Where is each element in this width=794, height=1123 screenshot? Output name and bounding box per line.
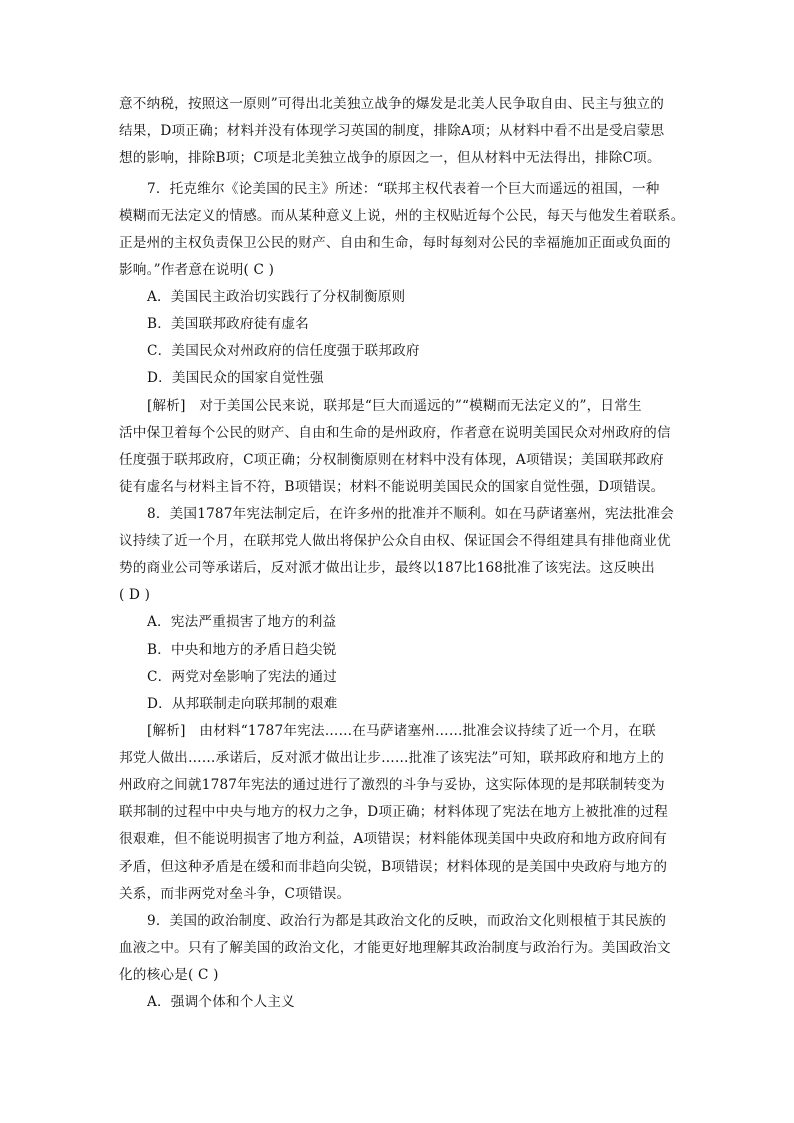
text-line: 很艰难，但不能说明损害了地方利益，A项错误；材料能体现美国中央政府和地方政府间有 (119, 831, 667, 847)
text-line: 联邦制的过程中中央与地方的权力之争，D项正确；材料体现了宪法在地方上被批准的过程 (119, 804, 669, 820)
text-line: 活中保卫着每个公民的财产、自由和生命的是州政府，作者意在说明美国民众对州政府的信 (119, 425, 671, 441)
text-line: 议持续了近一个月，在联邦党人做出将保护公众自由权、保证国会不得组建具有排他商业优 (119, 533, 671, 549)
text-line: 正是州的主权负责保卫公民的财产、自由和生命，每时每刻对公民的幸福施加正面或负面的 (119, 235, 671, 251)
text-line: ( D ) (119, 587, 151, 603)
option-a: A．强调个体和个人主义 (147, 994, 295, 1010)
text-line: 邦党人做出……承诺后，反对派才做出让步……批准了该宪法”可知，联邦政府和地方上的 (119, 750, 665, 766)
text-line: 影响。”作者意在说明( C ) (119, 262, 275, 278)
option-c: C．美国民众对州政府的信任度强于联邦政府 (147, 343, 420, 359)
text-line: 结果，D项正确；材料并没有体现学习英国的制度，排除A项；从材料中看不出是受启蒙思 (119, 123, 665, 139)
text-line: 模糊而无法定义的情感。而从某种意义上说，州的主权贴近每个公民，每天与他发生着联系。 (119, 208, 685, 224)
text-line: 化的核心是( C ) (119, 967, 219, 983)
analysis-line: [解析] 对于美国公民来说，联邦是“巨大而遥远的”“模糊而无法定义的”，日常生 (147, 398, 642, 414)
option-c: C．两党对垒影响了宪法的通过 (147, 669, 337, 685)
text-line: 州政府之间就1787年宪法的通过进行了激烈的斗争与妥协，这实际体现的是邦联制转变为 (119, 777, 665, 793)
text-line: 意不纳税，按照这一原则”可得出北美独立战争的爆发是北美人民争取自由、民主与独立的 (119, 96, 665, 112)
option-d: D．美国民众的国家自觉性强 (147, 370, 324, 386)
option-a: A．宪法严重损害了地方的利益 (147, 614, 337, 630)
text-line: 徒有虚名与材料主旨不符，B项错误；材料不能说明美国民众的国家自觉性强，D项错误。 (119, 479, 665, 495)
text-line: 任度强于联邦政府，C项正确；分权制衡原则在材料中没有体现，A项错误；美国联邦政府 (119, 452, 664, 468)
question-9-stem: 9．美国的政治制度、政治行为都是其政治文化的反映，而政治文化则根植于其民族的 (147, 913, 667, 929)
option-a: A．美国民主政治切实践行了分权制衡原则 (147, 289, 406, 305)
text-line: 矛盾，但这种矛盾是在缓和而非趋向尖锐，B项错误；材料体现的是美国中央政府与地方的 (119, 859, 668, 875)
option-b: B．中央和地方的矛盾日趋尖锐 (147, 642, 337, 658)
text-line: 想的影响，排除B项；C项是北美独立战争的原因之一，但从材料中无法得出，排除C项。 (119, 150, 661, 166)
question-8-stem: 8．美国1787年宪法制定后，在许多州的批准并不顺利。如在马萨诸塞州，宪法批准会 (147, 506, 675, 522)
option-b: B．美国联邦政府徒有虚名 (147, 316, 309, 332)
text-line: 势的商业公司等承诺后，反对派才做出让步，最终以187比168批准了该宪法。这反映出 (119, 560, 655, 576)
text-line: 血液之中。只有了解美国的政治文化，才能更好地理解其政治制度与政治行为。美国政治文 (119, 940, 671, 956)
question-7-stem: 7．托克维尔《论美国的民主》所述：“联邦主权代表着一个巨大而遥远的祖国，一种 (147, 181, 660, 197)
option-d: D．从邦联制走向联邦制的艰难 (147, 696, 338, 712)
text-line: 关系，而非两党对垒斗争，C项错误。 (119, 886, 351, 902)
analysis-line: [解析] 由材料“1787年宪法……在马萨诸塞州……批准会议持续了近一个月，在联 (147, 723, 656, 739)
